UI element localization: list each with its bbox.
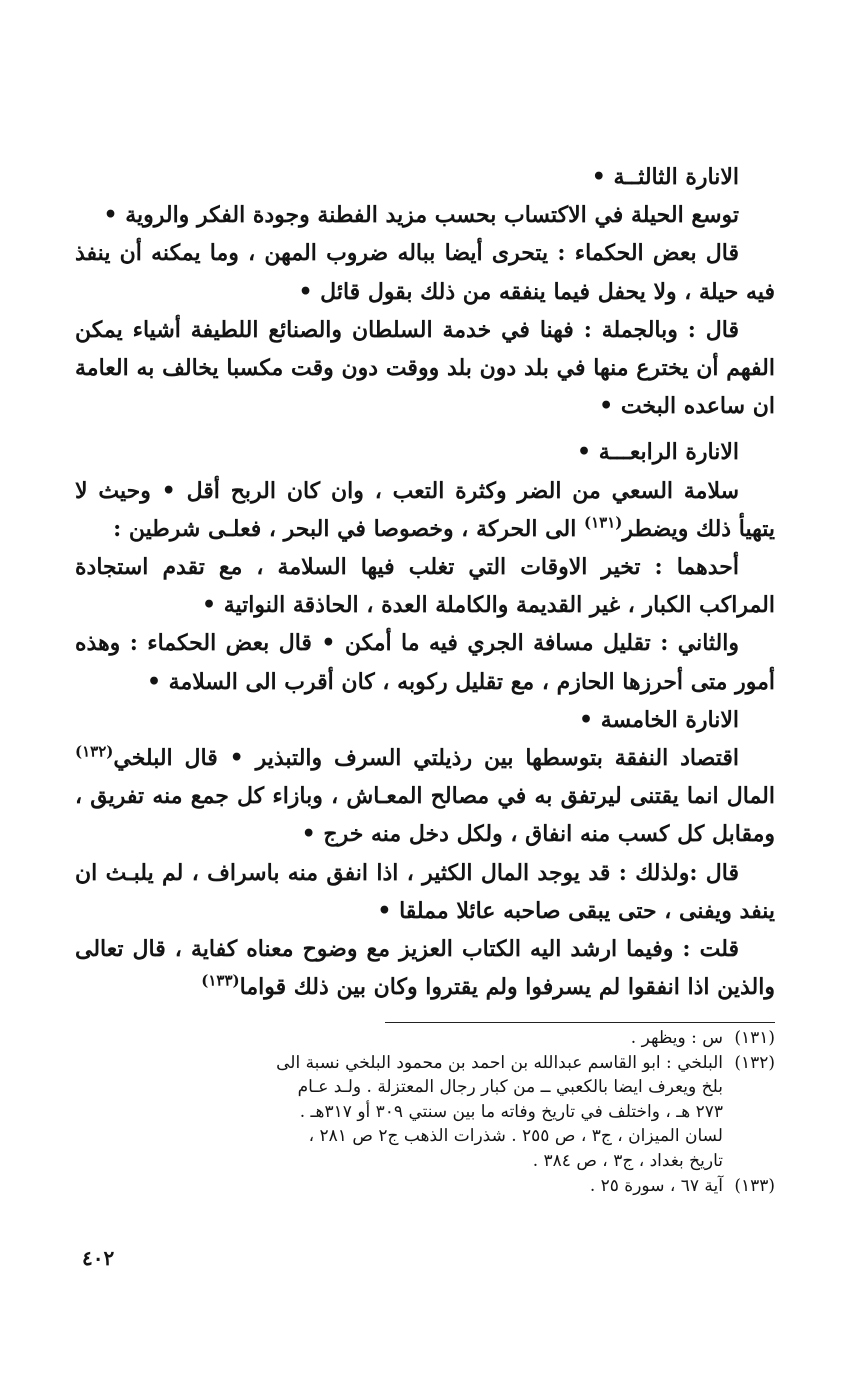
- footnote-divider: [385, 1022, 775, 1023]
- footnote-line: آية ٦٧ ، سورة ٢٥ .: [589, 1175, 723, 1196]
- footnote-line: بلخ ويعرف ايضا بالكعبي ــ من كبار رجال المعتزلة . ولـد عـام: [297, 1077, 723, 1098]
- section-heading-fourth: الانارة الرابعـــة •: [577, 439, 739, 466]
- page-number: ٤٠٢: [82, 1246, 115, 1270]
- footnote-ref-133: (١٣٣): [201, 971, 240, 990]
- paragraph-text: اقتصاد النفقة بتوسطها بين رذيلتي السرف والتبذير • قال البلخي: [113, 745, 739, 772]
- footnote-line: س : ويظهر .: [630, 1028, 723, 1048]
- paragraph-text: المال انما يقتنى ليرتفق به في مصالح المعـاش ، وبازاء كل جمع منه تفريق ، ومقابل كل كسب منه انفاق ، ولكل دخل منه خرج •: [75, 783, 775, 848]
- paragraph-text: الى الحركة ، وخصوصا في البحر ، فعلـى شرطين :: [113, 515, 577, 542]
- paragraph: [75, 739, 775, 854]
- footnote-text: [75, 1026, 723, 1051]
- paragraph-text: قلت : وفيما ارشد اليه الكتاب العزيز مع وضوح معناه كفاية ، قال تعالى والذين اذا انفقوا لم يسرفوا ولم يقتروا وكان بين ذلك قواما: [75, 936, 775, 1001]
- footnote-item: [75, 1174, 775, 1199]
- section-heading-third: الانارة الثالثــة •: [591, 164, 739, 190]
- paragraph: توسع الحيلة في الاكتساب بحسب مزيد الفطنة وجودة الفكر والروية •: [103, 202, 739, 229]
- paragraph: قال بعض الحكماء : يتحرى أيضا بباله ضروب المهن ، وما يمكنه أن ينفذ فيه حيلة ، ولا يحفل فيما ينفقه من ذلك بقول قائل •: [75, 240, 775, 305]
- footnote-number: (١٣٣): [734, 1175, 775, 1196]
- footnote-line: البلخي : ابو القاسم عبدالله بن احمد بن محمود البلخي نسبة الى: [276, 1052, 723, 1073]
- main-text: [75, 158, 775, 1006]
- footnote-number: (١٣٢): [734, 1052, 775, 1073]
- footnotes: [75, 1026, 775, 1198]
- paragraph: والثاني : تقليل مسافة الجري فيه ما أمكن • قال بعض الحكماء : وهذه أمور متى أحرزها الحازم ، مع تقليل ركوبه ، كان أقرب الى السلامة •: [75, 630, 775, 695]
- footnote-text: [75, 1051, 723, 1174]
- footnote-text: [75, 1174, 723, 1199]
- paragraph: [75, 930, 775, 1006]
- footnote-line: تاريخ بغداد ، ج٣ ، ص ٣٨٤ .: [532, 1150, 723, 1171]
- paragraph: [75, 472, 775, 548]
- footnote-line: لسان الميزان ، ج٣ ، ص ٢٥٥ . شذرات الذهب ج٢ ص ٢٨١ ،: [308, 1126, 723, 1147]
- paragraph: قال :ولذلك : قد يوجد المال الكثير ، اذا انفق منه باسراف ، لم يلبـث ان ينفد ويفنى ، حتى يبقى صاحبه عائلا مملقا •: [75, 859, 775, 924]
- paragraph: قال : وبالجملة : فهنا في خدمة السلطان والصنائع اللطيفة أشياء يمكن الفهم أن يخترع منها في بلد دون بلد ووقت دون وقت مكسبا يخالف به العامة ان ساعده البخت •: [75, 316, 775, 420]
- paragraph-text: سلامة السعي من الضر وكثرة التعب ، وان كان الربح أقل • وحيث لا يتهيأ ذلك ويضطر: [75, 477, 775, 542]
- footnote-item: [75, 1026, 775, 1051]
- paragraph: أحدهما : تخير الاوقات التي تغلب فيها السلامة ، مع تقدم استجادة المراكب الكبار ، غير القديمة والكاملة العدة ، الحاذقة النواتية •: [75, 554, 775, 619]
- footnote-number: (١٣١): [734, 1028, 775, 1048]
- footnote-ref-131: (١٣١): [583, 513, 623, 532]
- footnote-item: [75, 1051, 775, 1174]
- section-heading-fifth: الانارة الخامسة •: [579, 706, 739, 733]
- footnote-line: ٢٧٣ هـ ، واختلف في تاريخ وفاته ما بين سنتي ٣٠٩ أو ٣١٧هـ .: [299, 1101, 723, 1122]
- footnote-ref-132: (١٣٢): [75, 742, 114, 761]
